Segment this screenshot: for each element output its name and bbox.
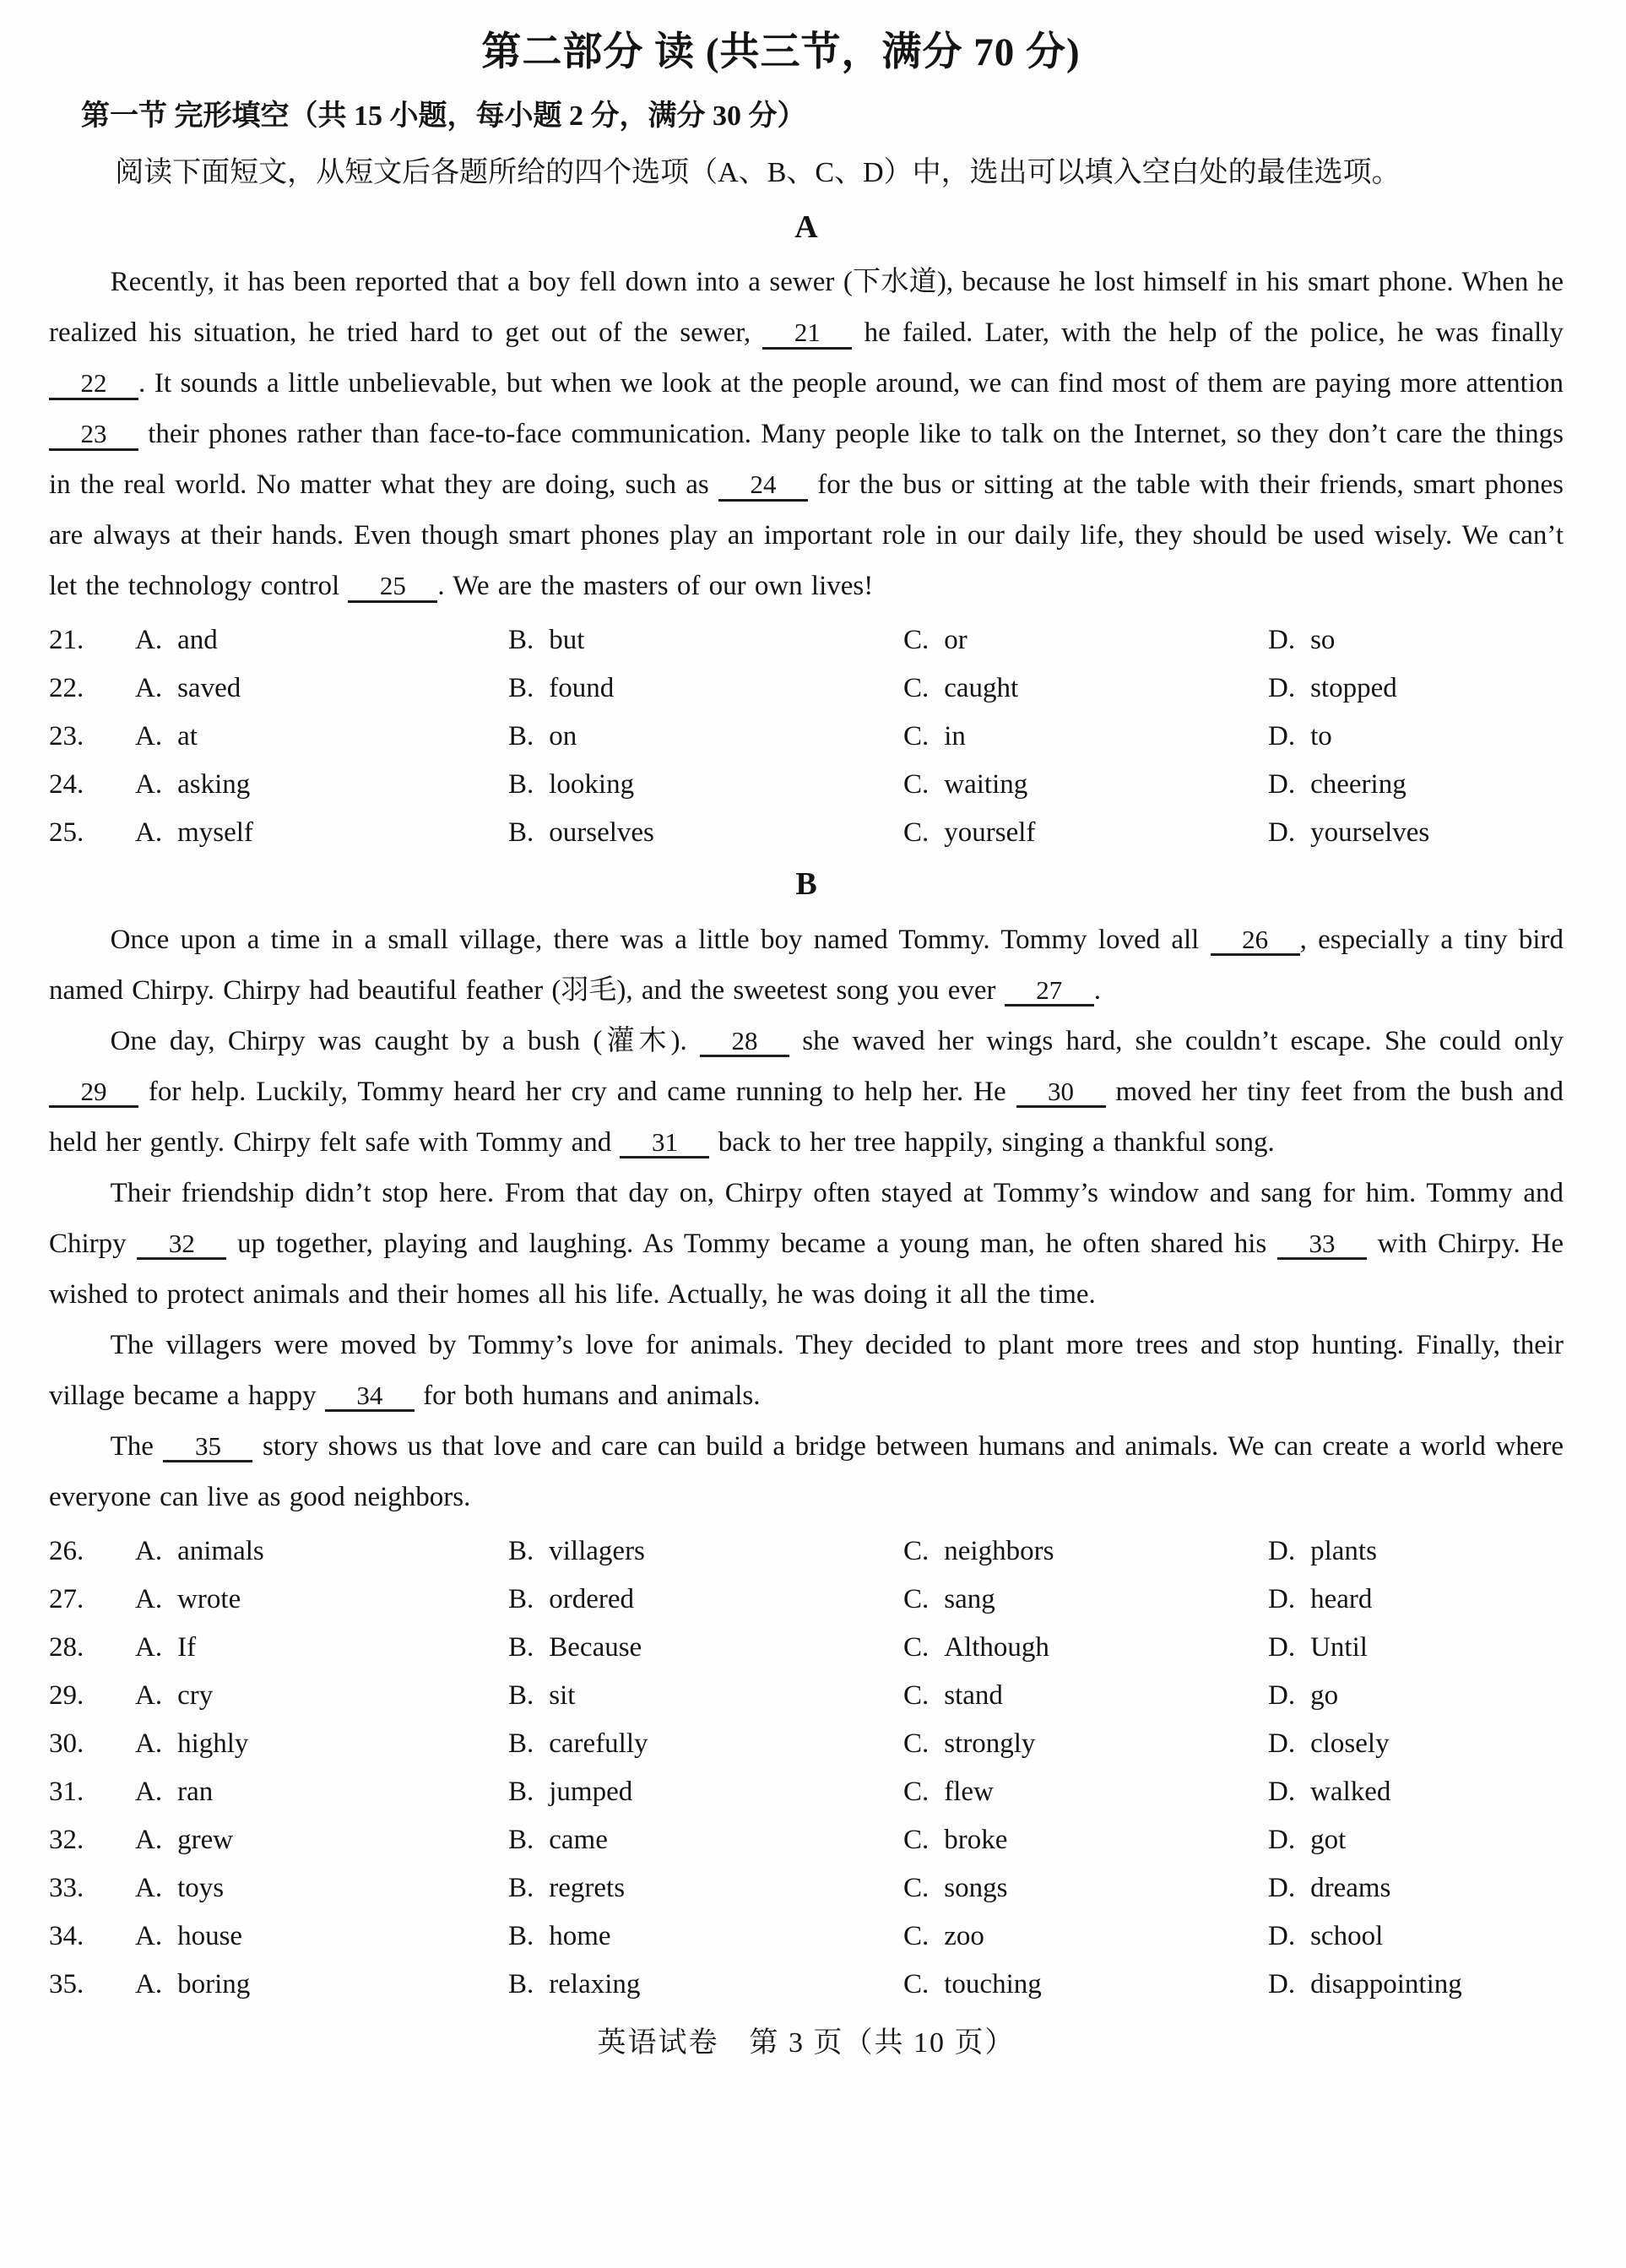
option-30-A (135, 1720, 508, 1768)
option-letter: C. (903, 721, 930, 752)
option-30-B (508, 1720, 903, 1768)
question-21-number: 21. (49, 625, 84, 656)
section-heading: 第一节 完形填空（共 15 小题，每小题 2 分，满分 30 分） (81, 100, 806, 132)
option-33-B (508, 1864, 903, 1913)
option-text: closely (1310, 1728, 1390, 1759)
question-21-row (49, 616, 1564, 665)
option-text: boring (177, 1968, 251, 1999)
option-letter: A. (135, 1535, 163, 1566)
option-letter: C. (903, 625, 930, 656)
blank-21: 21 (762, 319, 852, 350)
option-28-A (135, 1624, 508, 1672)
option-letter: B. (508, 1679, 534, 1711)
option-24-B (508, 761, 903, 809)
option-33-A (135, 1864, 508, 1913)
option-text: cheering (1310, 769, 1406, 800)
option-letter: C. (903, 817, 930, 849)
option-text: dreams (1310, 1872, 1391, 1903)
option-letter: B. (508, 769, 534, 800)
option-text: and (177, 625, 218, 656)
option-letter: D. (1268, 1679, 1296, 1711)
option-35-A (135, 1961, 508, 2009)
option-34-B (508, 1913, 903, 1961)
option-text: Until (1310, 1631, 1368, 1663)
blank-22: 22 (49, 370, 138, 400)
option-text: ran (177, 1776, 214, 1807)
option-text: disappointing (1310, 1968, 1462, 1999)
option-text: jumped (549, 1776, 633, 1807)
question-30-number: 30. (49, 1728, 84, 1759)
option-21-A (135, 616, 508, 665)
question-23-row (49, 713, 1564, 761)
option-letter: A. (135, 673, 163, 704)
option-text: home (549, 1920, 611, 1951)
option-29-A (135, 1672, 508, 1720)
question-24-number: 24. (49, 769, 84, 800)
option-letter: C. (903, 769, 930, 800)
option-letter: B. (508, 625, 534, 656)
option-22-A (135, 665, 508, 713)
option-letter: A. (135, 1824, 163, 1855)
blank-33: 33 (1277, 1230, 1367, 1261)
option-text: myself (177, 817, 253, 849)
option-letter: A. (135, 817, 163, 849)
option-35-D (1268, 1961, 1564, 2009)
option-28-C (903, 1624, 1268, 1672)
option-letter: D. (1268, 721, 1296, 752)
option-letter: C. (903, 673, 930, 704)
option-26-D (1268, 1527, 1564, 1576)
blank-23: 23 (49, 421, 138, 451)
option-text: plants (1310, 1535, 1377, 1566)
option-34-C (903, 1913, 1268, 1961)
option-text: villagers (549, 1535, 645, 1566)
option-letter: A. (135, 1631, 163, 1663)
option-text: grew (177, 1824, 234, 1855)
question-35-row (49, 1961, 1564, 2009)
option-30-C (903, 1720, 1268, 1768)
option-32-B (508, 1816, 903, 1864)
option-letter: B. (508, 1920, 534, 1951)
option-text: regrets (549, 1872, 626, 1903)
blank-31: 31 (620, 1129, 709, 1159)
option-text: songs (944, 1872, 1008, 1903)
option-text: got (1310, 1824, 1347, 1855)
option-letter: B. (508, 673, 534, 704)
option-32-D (1268, 1816, 1564, 1864)
option-text: so (1310, 625, 1336, 656)
question-33-number: 33. (49, 1872, 84, 1903)
option-letter: A. (135, 1872, 163, 1903)
option-34-A (135, 1913, 508, 1961)
option-22-C (903, 665, 1268, 713)
option-28-D (1268, 1624, 1564, 1672)
options-block-26-35 (49, 1527, 1564, 2009)
option-letter: D. (1268, 1728, 1296, 1759)
option-letter: A. (135, 1728, 163, 1759)
option-letter: A. (135, 769, 163, 800)
option-34-D (1268, 1913, 1564, 1961)
question-34-row (49, 1913, 1564, 1961)
option-31-D (1268, 1768, 1564, 1816)
question-26-number: 26. (49, 1535, 84, 1566)
option-29-D (1268, 1672, 1564, 1720)
passage-label-b: B (795, 866, 817, 903)
option-letter: D. (1268, 1872, 1296, 1903)
option-25-A (135, 809, 508, 857)
option-letter: D. (1268, 1968, 1296, 1999)
option-text: waiting (944, 769, 1028, 800)
option-letter: B. (508, 721, 534, 752)
option-text: neighbors (944, 1535, 1054, 1566)
option-letter: B. (508, 1728, 534, 1759)
option-text: go (1310, 1679, 1339, 1711)
blank-25: 25 (348, 572, 437, 603)
option-letter: B. (508, 1535, 534, 1566)
option-31-C (903, 1768, 1268, 1816)
option-text: in (944, 721, 966, 752)
option-21-D (1268, 616, 1564, 665)
option-27-C (903, 1576, 1268, 1624)
option-31-A (135, 1768, 508, 1816)
blank-29: 29 (49, 1078, 138, 1109)
option-letter: C. (903, 1776, 930, 1807)
option-letter: C. (903, 1920, 930, 1951)
option-letter: D. (1268, 625, 1296, 656)
option-text: but (549, 625, 585, 656)
option-letter: C. (903, 1583, 930, 1614)
option-text: If (177, 1631, 197, 1663)
option-text: toys (177, 1872, 225, 1903)
option-text: caught (944, 673, 1019, 704)
option-31-B (508, 1768, 903, 1816)
question-22-number: 22. (49, 673, 84, 704)
blank-32: 32 (137, 1230, 226, 1261)
option-25-D (1268, 809, 1564, 857)
option-letter: B. (508, 1824, 534, 1855)
option-text: stand (944, 1679, 1003, 1711)
option-text: to (1310, 721, 1332, 752)
option-letter: A. (135, 721, 163, 752)
option-24-C (903, 761, 1268, 809)
blank-28: 28 (700, 1028, 789, 1058)
question-25-row (49, 809, 1564, 857)
option-32-C (903, 1816, 1268, 1864)
option-letter: D. (1268, 1535, 1296, 1566)
option-text: broke (944, 1824, 1008, 1855)
option-text: strongly (944, 1728, 1036, 1759)
option-letter: A. (135, 1583, 163, 1614)
passage-b-paragraph-1: Once upon a time in a small village, there was a little boy named Tommy. Tommy loved all 26 , especially a tiny bird named Chirpy. Chirpy had beautiful feather (羽毛), and the sweetest song you ever 27 . (49, 924, 1564, 1006)
option-24-D (1268, 761, 1564, 809)
option-letter: A. (135, 1679, 163, 1711)
option-text: carefully (549, 1728, 648, 1759)
option-letter: A. (135, 1968, 163, 1999)
question-23-number: 23. (49, 721, 84, 752)
blank-27: 27 (1005, 977, 1094, 1007)
question-34-number: 34. (49, 1920, 84, 1951)
option-30-D (1268, 1720, 1564, 1768)
option-23-A (135, 713, 508, 761)
option-26-C (903, 1527, 1268, 1576)
option-33-C (903, 1864, 1268, 1913)
question-27-row (49, 1576, 1564, 1624)
option-21-C (903, 616, 1268, 665)
option-text: looking (549, 769, 635, 800)
question-27-number: 27. (49, 1583, 84, 1614)
option-text: school (1310, 1920, 1384, 1951)
part-title: 第二部分 读 (共三节，满分 70 分) (481, 30, 1081, 74)
option-35-C (903, 1961, 1268, 2009)
option-letter: B. (508, 1776, 534, 1807)
option-text: yourself (944, 817, 1036, 849)
option-letter: B. (508, 817, 534, 849)
passage-b-paragraph-4: The villagers were moved by Tommy’s love for animals. They decided to plant more trees and stop hunting. Finally, their village became a happy 34 for both humans and animals. (49, 1329, 1564, 1411)
option-text: wrote (177, 1583, 241, 1614)
option-letter: C. (903, 1824, 930, 1855)
passage-b-paragraph-2: One day, Chirpy was caught by a bush (灌木). 28 she waved her wings hard, she couldn’t escape. She could only 29 for help. Luckily, Tommy heard her cry and came running to help her. He 30 moved her tiny feet from the bush and held her gently. Chirpy felt safe with Tommy and 31 back to her tree happily, singing a thankful song. (49, 1025, 1564, 1158)
option-text: came (549, 1824, 608, 1855)
option-letter: C. (903, 1679, 930, 1711)
option-letter: C. (903, 1728, 930, 1759)
option-22-D (1268, 665, 1564, 713)
option-29-C (903, 1672, 1268, 1720)
question-33-row (49, 1864, 1564, 1913)
option-text: or (944, 625, 967, 656)
option-text: ordered (549, 1583, 635, 1614)
question-31-number: 31. (49, 1776, 84, 1807)
blank-26: 26 (1211, 926, 1300, 957)
option-27-A (135, 1576, 508, 1624)
option-text: at (177, 721, 198, 752)
question-35-number: 35. (49, 1968, 84, 1999)
question-30-row (49, 1720, 1564, 1768)
question-26-row (49, 1527, 1564, 1576)
question-32-number: 32. (49, 1824, 84, 1855)
option-text: stopped (1310, 673, 1397, 704)
option-letter: C. (903, 1968, 930, 1999)
blank-24: 24 (718, 471, 808, 502)
option-text: touching (944, 1968, 1042, 1999)
option-22-B (508, 665, 903, 713)
question-28-row (49, 1624, 1564, 1672)
option-text: relaxing (549, 1968, 641, 1999)
option-text: Because (549, 1631, 642, 1663)
options-block-21-25 (49, 616, 1564, 857)
option-letter: D. (1268, 769, 1296, 800)
option-text: sit (549, 1679, 576, 1711)
option-letter: D. (1268, 817, 1296, 849)
option-letter: B. (508, 1631, 534, 1663)
option-letter: D. (1268, 1824, 1296, 1855)
option-letter: A. (135, 1776, 163, 1807)
option-29-B (508, 1672, 903, 1720)
question-28-number: 28. (49, 1631, 84, 1663)
option-text: heard (1310, 1583, 1373, 1614)
option-text: flew (944, 1776, 994, 1807)
passage-b-paragraph-3: Their friendship didn’t stop here. From that day on, Chirpy often stayed at Tommy’s window and sang for him. Tommy and Chirpy 32 up together, playing and laughing. As Tommy became a young man, he often shared his 33 with Chirpy. He wished to protect animals and their homes all his life. Actually, he was doing it all the time. (49, 1177, 1564, 1310)
option-letter: C. (903, 1872, 930, 1903)
passage-b (49, 914, 1564, 1522)
option-text: on (549, 721, 577, 752)
option-letter: D. (1268, 1583, 1296, 1614)
option-letter: B. (508, 1968, 534, 1999)
option-text: Although (944, 1631, 1049, 1663)
option-letter: C. (903, 1535, 930, 1566)
question-31-row (49, 1768, 1564, 1816)
option-21-B (508, 616, 903, 665)
option-text: animals (177, 1535, 264, 1566)
blank-35: 35 (163, 1433, 252, 1463)
option-text: yourselves (1310, 817, 1430, 849)
option-text: ourselves (549, 817, 654, 849)
option-letter: D. (1268, 1631, 1296, 1663)
option-28-B (508, 1624, 903, 1672)
option-23-D (1268, 713, 1564, 761)
option-text: cry (177, 1679, 214, 1711)
option-letter: A. (135, 1920, 163, 1951)
option-32-A (135, 1816, 508, 1864)
passage-a (49, 257, 1564, 611)
question-25-number: 25. (49, 817, 84, 849)
option-33-D (1268, 1864, 1564, 1913)
option-25-C (903, 809, 1268, 857)
option-letter: D. (1268, 1920, 1296, 1951)
option-text: asking (177, 769, 251, 800)
option-text: walked (1310, 1776, 1391, 1807)
option-letter: D. (1268, 1776, 1296, 1807)
passage-a-paragraph-1: Recently, it has been reported that a boy fell down into a sewer (下水道), because he lost himself in his smart phone. When he realized his situation, he tried hard to get out of the sewer, 21 he failed. Later, with the help of the police, he was finally 22 . It sounds a little unbelievable, but when we look at the people around, we can find most of them are paying more attention 23 their phones rather than face-to-face communication. Many people like to talk on the Internet, so they don’t care the things in the real world. No matter what they are doing, such as 24 for the bus or sitting at the table with their friends, smart phones are always at their hands. Even though smart phones play an important role in our daily life, they should be used wisely. We can’t let the technology control 25 . We are the masters of our own lives! (49, 267, 1564, 602)
question-24-row (49, 761, 1564, 809)
question-29-number: 29. (49, 1679, 84, 1711)
option-26-B (508, 1527, 903, 1576)
option-25-B (508, 809, 903, 857)
option-letter: A. (135, 625, 163, 656)
question-22-row (49, 665, 1564, 713)
option-letter: B. (508, 1872, 534, 1903)
option-24-A (135, 761, 508, 809)
option-letter: D. (1268, 673, 1296, 704)
option-23-B (508, 713, 903, 761)
blank-30: 30 (1016, 1078, 1106, 1109)
option-text: house (177, 1920, 243, 1951)
option-letter: B. (508, 1583, 534, 1614)
blank-34: 34 (325, 1382, 415, 1413)
passage-label-a: A (794, 209, 818, 245)
option-23-C (903, 713, 1268, 761)
section-instructions: 阅读下面短文，从短文后各题所给的四个选项（A、B、C、D）中，选出可以填入空白处的最佳选项。 (115, 156, 1401, 188)
question-32-row (49, 1816, 1564, 1864)
option-text: highly (177, 1728, 249, 1759)
question-29-row (49, 1672, 1564, 1720)
option-26-A (135, 1527, 508, 1576)
option-27-B (508, 1576, 903, 1624)
passage-b-paragraph-5: The 35 story shows us that love and care can build a bridge between humans and animals. We can create a world where everyone can live as good neighbors. (49, 1430, 1564, 1512)
option-35-B (508, 1961, 903, 2009)
option-text: zoo (944, 1920, 984, 1951)
option-letter: C. (903, 1631, 930, 1663)
option-text: sang (944, 1583, 995, 1614)
page-footer: 英语试卷 第 3 页（共 10 页） (597, 2027, 1016, 2059)
option-27-D (1268, 1576, 1564, 1624)
option-text: saved (177, 673, 241, 704)
option-text: found (549, 673, 615, 704)
